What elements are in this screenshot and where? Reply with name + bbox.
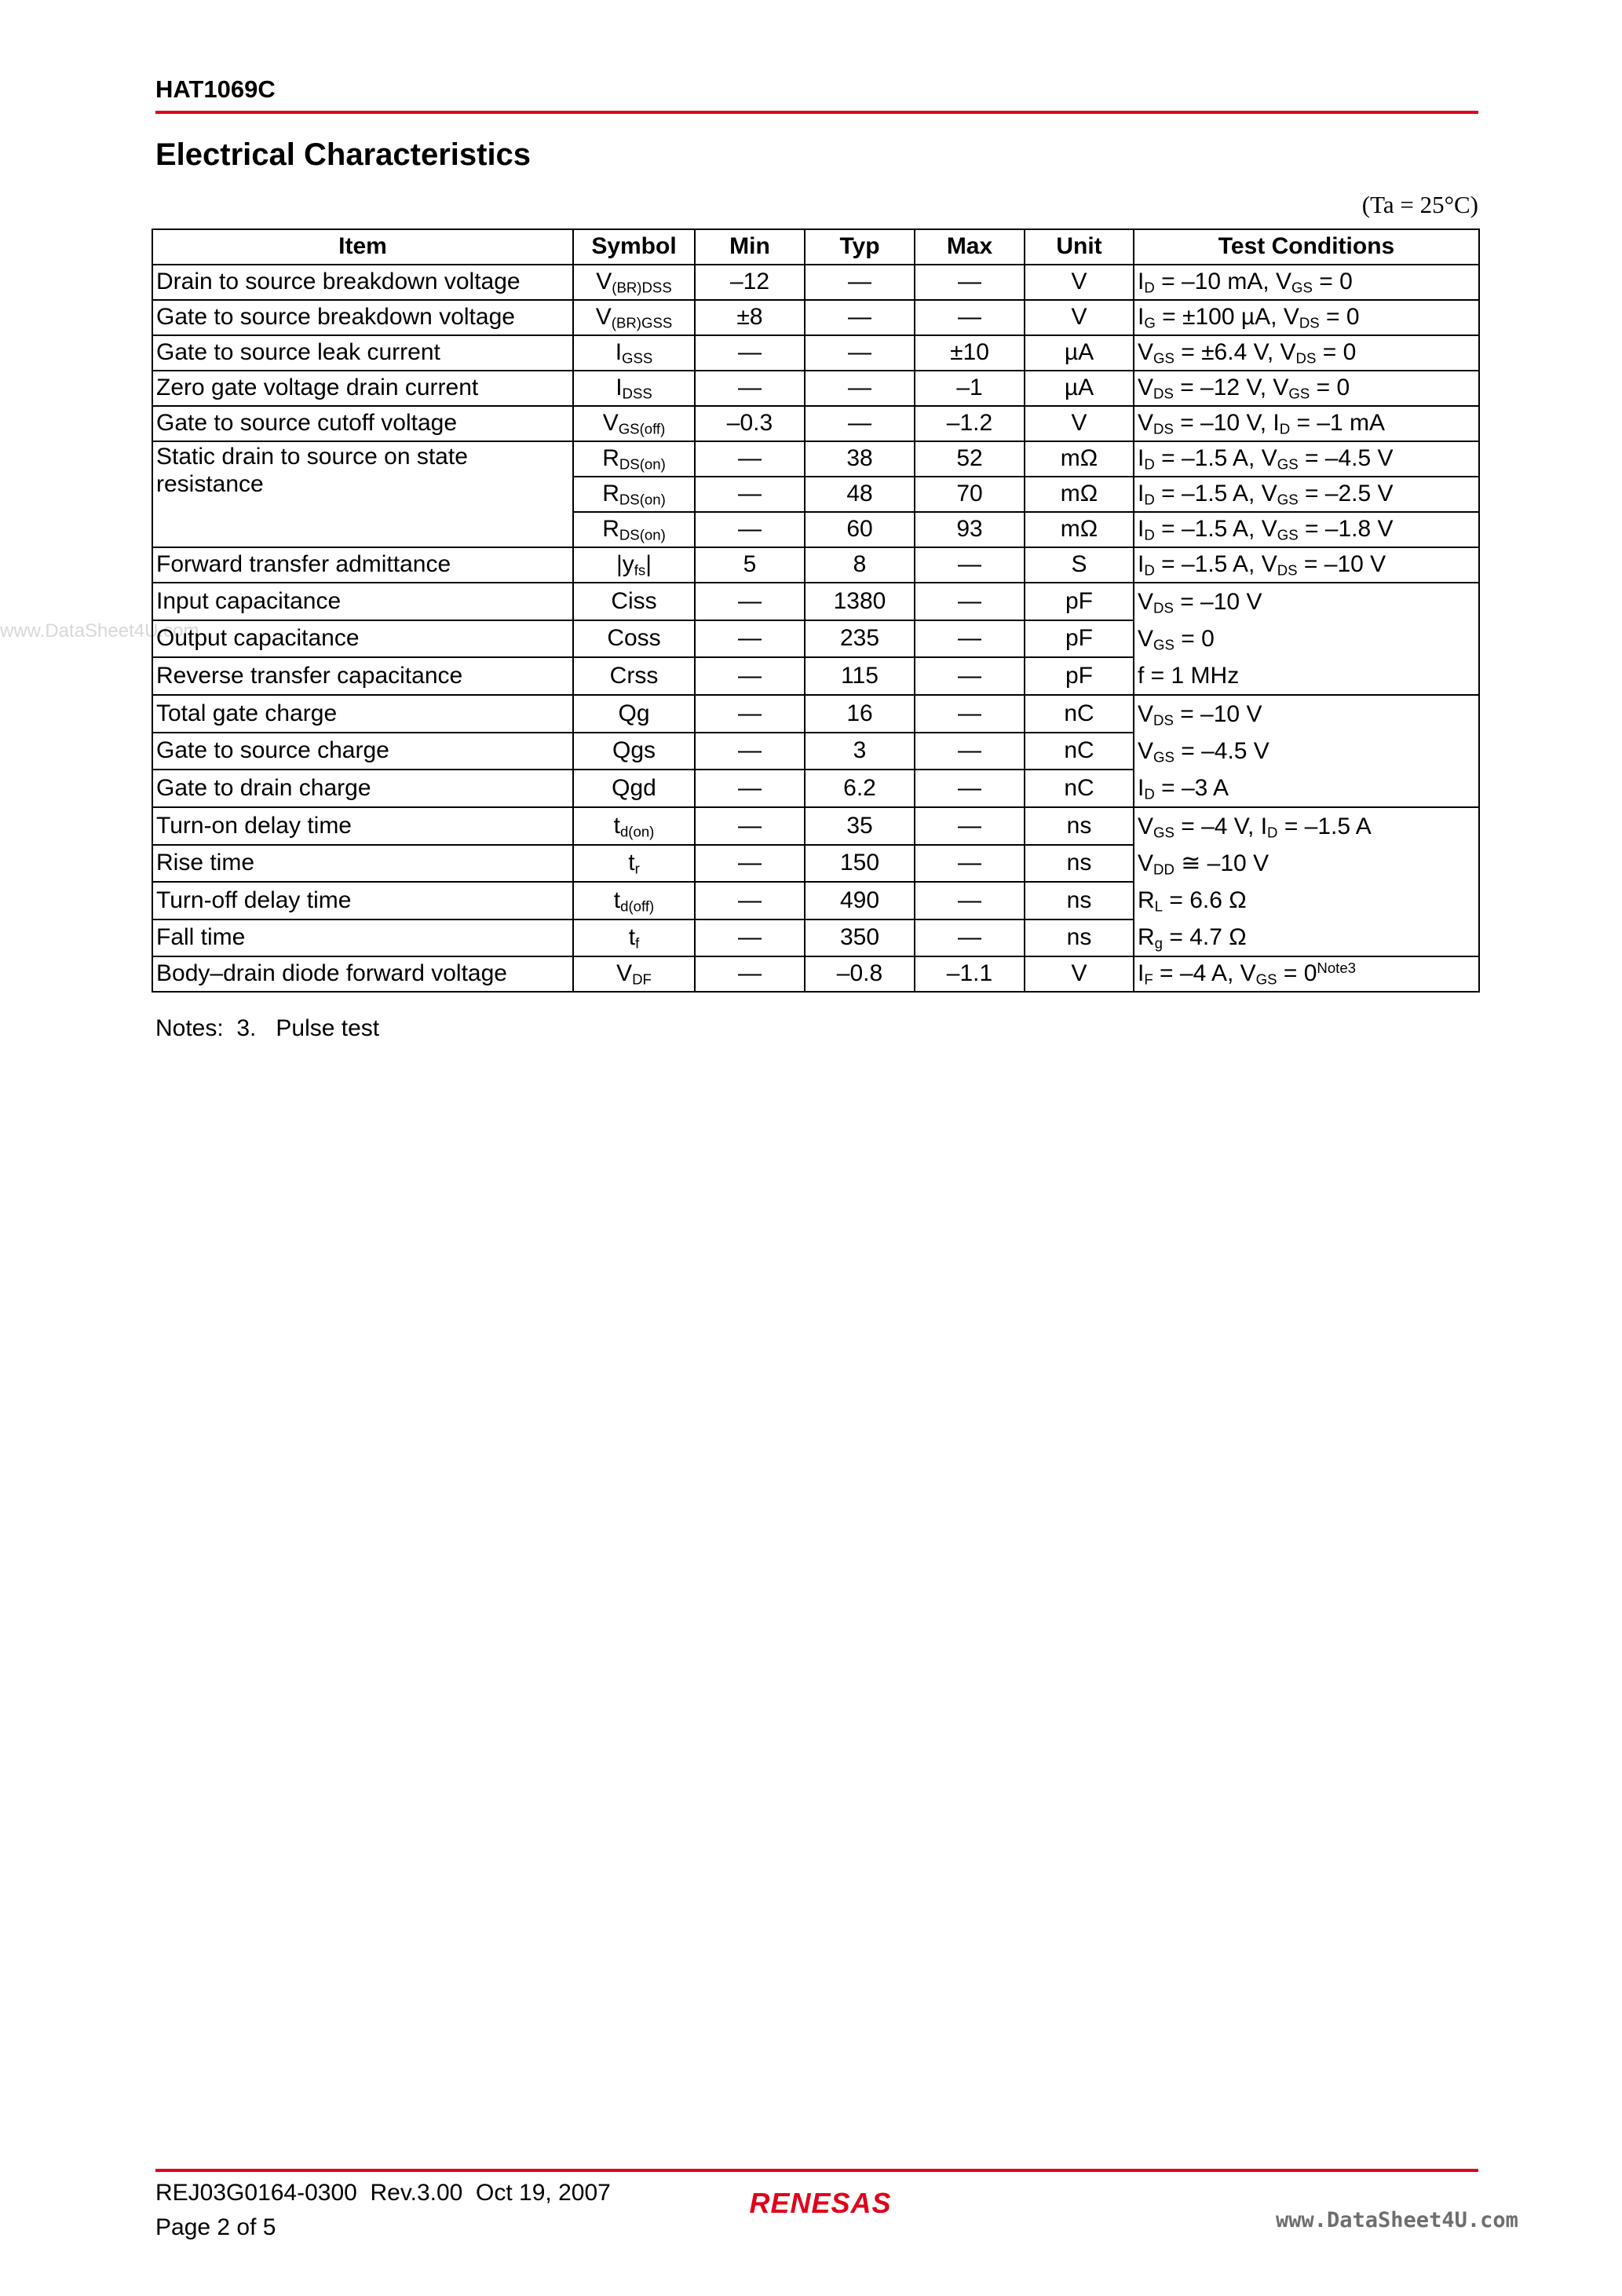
unit-cell: V <box>1025 406 1134 441</box>
item-cell: Output capacitance <box>152 620 573 658</box>
min-cell: — <box>695 845 805 883</box>
watermark-right: www.DataSheet4U.com <box>1276 2208 1518 2232</box>
unit-cell: V <box>1025 956 1134 992</box>
symbol-cell <box>573 512 695 547</box>
test-condition-cell <box>1134 512 1479 547</box>
condition-text: I <box>1138 269 1145 295</box>
symbol-main: Qgs <box>612 737 656 764</box>
typ-cell: 1380 <box>805 583 915 620</box>
condition-text: = –10 V, I <box>1173 410 1280 437</box>
condition-subscript: GS <box>1153 636 1174 653</box>
condition-subscript: D <box>1144 455 1155 473</box>
test-condition-cell <box>1134 695 1479 807</box>
condition-text: = –3 A <box>1154 775 1229 801</box>
symbol-cell <box>573 547 695 583</box>
symbol-cell <box>573 371 695 406</box>
symbol-main: | <box>645 551 652 578</box>
symbol-main: t <box>628 924 636 950</box>
condition-subscript: DS <box>1153 420 1174 437</box>
min-cell: — <box>695 770 805 807</box>
test-condition-cell <box>1134 335 1479 371</box>
min-cell: ±8 <box>695 300 805 335</box>
symbol-main: I <box>615 339 623 366</box>
symbol-subscript: (BR)GSS <box>611 314 673 331</box>
condition-text: = 4.7 Ω <box>1163 924 1247 950</box>
symbol-main: R <box>602 516 619 543</box>
condition-subscript: D <box>1144 491 1155 508</box>
test-condition-line <box>1134 808 1478 845</box>
condition-text: ≅ –10 V <box>1174 850 1269 876</box>
condition-text: = –4 V, I <box>1174 813 1268 839</box>
test-condition-cell <box>1134 265 1479 300</box>
symbol-main: Crss <box>609 662 659 689</box>
condition-subscript: G <box>1144 314 1156 331</box>
condition-text: I <box>1138 775 1145 801</box>
condition-subscript: DD <box>1153 861 1174 878</box>
condition-text: = ±100 µA, V <box>1155 304 1299 331</box>
max-cell: — <box>915 583 1025 620</box>
max-cell: 52 <box>915 441 1025 477</box>
condition-text: I <box>1138 304 1145 331</box>
condition-subscript: D <box>1144 561 1155 579</box>
condition-subscript: GS <box>1277 491 1299 508</box>
condition-subscript: GS <box>1153 824 1174 841</box>
table-row <box>152 583 1479 620</box>
min-cell: — <box>695 371 805 406</box>
condition-text: V <box>1138 410 1154 437</box>
typ-cell: 150 <box>805 845 915 883</box>
symbol-main: t <box>628 850 635 876</box>
footer-rule <box>155 2169 1478 2172</box>
item-cell: Fall time <box>152 919 573 957</box>
condition-text: = –1.8 V <box>1298 516 1394 543</box>
condition-subscript: D <box>1144 279 1155 296</box>
condition-text: = 0 <box>1316 339 1357 366</box>
table-row <box>152 406 1479 441</box>
renesas-logo-text: RENESAS <box>749 2187 892 2219</box>
min-cell: — <box>695 335 805 371</box>
symbol-cell <box>573 882 695 919</box>
max-cell: –1.1 <box>915 956 1025 992</box>
table-row <box>152 695 1479 733</box>
item-cell: Reverse transfer capacitance <box>152 657 573 695</box>
unit-cell: nC <box>1025 733 1134 770</box>
condition-note-superscript: Note3 <box>1317 960 1357 977</box>
typ-cell: 115 <box>805 657 915 695</box>
item-cell: Forward transfer admittance <box>152 547 573 583</box>
item-cell: Gate to source leak current <box>152 335 573 371</box>
condition-text: = –4 A, V <box>1153 960 1256 987</box>
max-cell: — <box>915 807 1025 845</box>
max-cell: –1.2 <box>915 406 1025 441</box>
symbol-cell <box>573 695 695 733</box>
min-cell: — <box>695 657 805 695</box>
min-cell: –12 <box>695 265 805 300</box>
symbol-cell <box>573 770 695 807</box>
unit-cell: nC <box>1025 695 1134 733</box>
condition-text: = –4.5 V <box>1174 738 1269 764</box>
column-header: Symbol <box>573 229 695 265</box>
item-cell: Turn-on delay time <box>152 807 573 845</box>
symbol-subscript: fs <box>634 561 646 579</box>
test-condition-cell <box>1134 441 1479 477</box>
condition-text: I <box>1138 960 1145 987</box>
min-cell: — <box>695 919 805 957</box>
header-rule <box>155 111 1478 114</box>
max-cell: — <box>915 919 1025 957</box>
unit-cell: pF <box>1025 620 1134 658</box>
unit-cell: mΩ <box>1025 477 1134 512</box>
symbol-cell <box>573 406 695 441</box>
symbol-main: V <box>602 410 619 437</box>
condition-subscript: F <box>1144 971 1153 988</box>
column-header: Max <box>915 229 1025 265</box>
condition-subscript: DS <box>1153 599 1174 616</box>
test-condition-cell <box>1134 547 1479 583</box>
symbol-cell <box>573 335 695 371</box>
symbol-subscript: GS(off) <box>618 420 666 437</box>
item-cell: Gate to source charge <box>152 733 573 770</box>
part-number-title: HAT1069C <box>155 75 276 103</box>
typ-cell: — <box>805 300 915 335</box>
symbol-main: Coss <box>607 625 661 652</box>
max-cell: — <box>915 770 1025 807</box>
symbol-subscript: GSS <box>622 349 653 367</box>
max-cell: 70 <box>915 477 1025 512</box>
condition-text: I <box>1138 551 1145 578</box>
electrical-characteristics-table <box>152 229 1480 993</box>
item-cell: Total gate charge <box>152 695 573 733</box>
symbol-main: Qg <box>618 700 650 726</box>
test-condition-cell <box>1134 477 1479 512</box>
condition-subscript: DS <box>1277 561 1298 579</box>
column-header: Typ <box>805 229 915 265</box>
min-cell: — <box>695 807 805 845</box>
condition-text: = 0 <box>1319 304 1360 331</box>
condition-text: V <box>1138 701 1154 727</box>
condition-text: V <box>1138 813 1154 839</box>
condition-text: f = 1 MHz <box>1138 663 1240 689</box>
symbol-subscript: r <box>634 860 640 877</box>
column-header: Unit <box>1025 229 1134 265</box>
condition-text: = –10 V <box>1173 701 1262 727</box>
symbol-main: t <box>613 887 621 913</box>
min-cell: — <box>695 956 805 992</box>
symbol-cell <box>573 733 695 770</box>
symbol-main: Qgd <box>612 774 656 801</box>
max-cell: — <box>915 265 1025 300</box>
unit-cell: ns <box>1025 807 1134 845</box>
symbol-subscript: DSS <box>622 385 652 402</box>
symbol-cell <box>573 807 695 845</box>
max-cell: ±10 <box>915 335 1025 371</box>
condition-text: = –2.5 V <box>1298 481 1394 507</box>
notes: Notes: 3. Pulse test <box>155 1015 380 1041</box>
item-cell: Gate to source breakdown voltage <box>152 300 573 335</box>
symbol-cell <box>573 620 695 658</box>
test-condition-cell <box>1134 371 1479 406</box>
max-cell: 93 <box>915 512 1025 547</box>
test-condition-line <box>1134 657 1478 694</box>
section-title: Electrical Characteristics <box>155 137 532 172</box>
condition-text: = –1 mA <box>1290 410 1386 437</box>
condition-text: = 0 <box>1312 269 1353 295</box>
item-cell: Gate to source cutoff voltage <box>152 406 573 441</box>
unit-cell: pF <box>1025 583 1134 620</box>
test-condition-line <box>1134 696 1478 733</box>
symbol-subscript: (BR)DSS <box>612 279 672 296</box>
min-cell: –0.3 <box>695 406 805 441</box>
condition-text: V <box>1138 339 1154 366</box>
max-cell: — <box>915 733 1025 770</box>
condition-subscript: GS <box>1277 526 1299 543</box>
symbol-main: I <box>616 375 623 401</box>
condition-subscript: GS <box>1291 279 1313 296</box>
min-cell: — <box>695 477 805 512</box>
symbol-main: V <box>596 269 612 295</box>
condition-text: I <box>1138 445 1145 472</box>
table-row <box>152 547 1479 583</box>
symbol-main: |y <box>616 551 634 578</box>
column-header: Test Conditions <box>1134 229 1479 265</box>
min-cell: 5 <box>695 547 805 583</box>
condition-text: = –10 mA, V <box>1154 269 1292 295</box>
min-cell: — <box>695 620 805 658</box>
condition-text: R <box>1138 924 1155 950</box>
min-cell: — <box>695 695 805 733</box>
condition-text: = –1.5 A, V <box>1154 445 1277 472</box>
condition-subscript: DS <box>1295 349 1317 367</box>
condition-text: V <box>1138 375 1154 401</box>
max-cell: — <box>915 547 1025 583</box>
max-cell: — <box>915 882 1025 919</box>
symbol-cell <box>573 583 695 620</box>
test-condition-cell <box>1134 406 1479 441</box>
typ-cell: — <box>805 335 915 371</box>
condition-subscript: DS <box>1299 314 1320 331</box>
max-cell: — <box>915 845 1025 883</box>
table-row <box>152 371 1479 406</box>
item-cell: Zero gate voltage drain current <box>152 371 573 406</box>
watermark-left: www.DataSheet4U.com <box>0 620 199 642</box>
symbol-main: R <box>602 481 619 507</box>
unit-cell: mΩ <box>1025 512 1134 547</box>
symbol-main: Ciss <box>611 587 657 614</box>
condition-subscript: GS <box>1277 455 1299 473</box>
max-cell: — <box>915 620 1025 658</box>
column-header: Min <box>695 229 805 265</box>
condition-text: = 0 <box>1277 960 1317 987</box>
unit-cell: ns <box>1025 845 1134 883</box>
table-row <box>152 807 1479 845</box>
condition-text: = 6.6 Ω <box>1163 887 1247 913</box>
condition-subscript: GS <box>1288 385 1310 402</box>
condition-subscript: D <box>1144 526 1155 543</box>
symbol-subscript: d(off) <box>620 898 655 915</box>
condition-subscript: GS <box>1153 748 1174 766</box>
typ-cell: 8 <box>805 547 915 583</box>
condition-text: R <box>1138 887 1155 913</box>
condition-subscript: GS <box>1255 971 1277 988</box>
symbol-subscript: DF <box>632 971 652 988</box>
item-cell: Turn-off delay time <box>152 882 573 919</box>
typ-cell: 16 <box>805 695 915 733</box>
symbol-main: V <box>595 304 612 331</box>
condition-text: V <box>1138 850 1154 876</box>
table-row <box>152 956 1479 992</box>
test-condition-line <box>1134 583 1478 620</box>
condition-subscript: D <box>1279 420 1291 437</box>
condition-text: = 0 <box>1310 375 1350 401</box>
symbol-cell <box>573 477 695 512</box>
test-condition-line <box>1134 919 1478 956</box>
unit-cell: µA <box>1025 335 1134 371</box>
symbol-cell <box>573 956 695 992</box>
condition-text: V <box>1138 589 1154 615</box>
condition-text: I <box>1138 481 1145 507</box>
symbol-subscript: DS(on) <box>619 491 666 508</box>
test-condition-line <box>1134 770 1478 806</box>
item-cell: Gate to drain charge <box>152 770 573 807</box>
item-cell: Static drain to source on state resistance <box>152 441 573 547</box>
condition-text: = ±6.4 V, V <box>1174 339 1296 366</box>
unit-cell: V <box>1025 300 1134 335</box>
condition-text: = –10 V <box>1173 589 1262 615</box>
table-row <box>152 300 1479 335</box>
condition-text: = –12 V, V <box>1173 375 1289 401</box>
test-condition-line <box>1134 845 1478 882</box>
test-condition-cell <box>1134 807 1479 956</box>
condition-text: = –4.5 V <box>1298 445 1394 472</box>
symbol-subscript: DS(on) <box>619 526 666 543</box>
item-cell: Input capacitance <box>152 583 573 620</box>
footer-page-number: Page 2 of 5 <box>155 2214 276 2240</box>
unit-cell: pF <box>1025 657 1134 695</box>
symbol-cell <box>573 265 695 300</box>
typ-cell: 48 <box>805 477 915 512</box>
typ-cell: — <box>805 406 915 441</box>
typ-cell: 490 <box>805 882 915 919</box>
test-condition-cell <box>1134 956 1479 992</box>
unit-cell: ns <box>1025 919 1134 957</box>
temperature-condition-note: (Ta = 25°C) <box>1361 191 1478 218</box>
condition-subscript: D <box>1267 824 1278 841</box>
typ-cell: 35 <box>805 807 915 845</box>
condition-text: = –1.5 A, V <box>1154 551 1277 578</box>
table-row <box>152 265 1479 300</box>
condition-text: = –1.5 A, V <box>1154 516 1277 543</box>
unit-cell: S <box>1025 547 1134 583</box>
symbol-main: R <box>602 445 619 472</box>
item-cell: Body–drain diode forward voltage <box>152 956 573 992</box>
typ-cell: — <box>805 265 915 300</box>
condition-subscript: DS <box>1153 385 1174 402</box>
typ-cell: 350 <box>805 919 915 957</box>
symbol-subscript: d(on) <box>619 823 655 840</box>
condition-text: = –1.5 A <box>1277 813 1372 839</box>
test-condition-line <box>1134 733 1478 770</box>
condition-text: I <box>1138 516 1145 543</box>
condition-subscript: GS <box>1153 349 1174 367</box>
table-header-row <box>152 229 1479 265</box>
max-cell: — <box>915 657 1025 695</box>
condition-text: = –10 V <box>1297 551 1386 578</box>
symbol-subscript: f <box>635 934 640 952</box>
min-cell: — <box>695 441 805 477</box>
symbol-cell <box>573 441 695 477</box>
test-condition-line <box>1134 882 1478 919</box>
unit-cell: mΩ <box>1025 441 1134 477</box>
table-row <box>152 441 1479 477</box>
condition-subscript: L <box>1154 898 1164 915</box>
test-condition-cell <box>1134 583 1479 695</box>
unit-cell: µA <box>1025 371 1134 406</box>
typ-cell: 60 <box>805 512 915 547</box>
item-cell: Rise time <box>152 845 573 883</box>
symbol-cell <box>573 657 695 695</box>
symbol-cell <box>573 845 695 883</box>
symbol-subscript: DS(on) <box>619 455 666 473</box>
min-cell: — <box>695 512 805 547</box>
typ-cell: 3 <box>805 733 915 770</box>
footer-document-info: REJ03G0164-0300 Rev.3.00 Oct 19, 2007 <box>155 2180 611 2206</box>
condition-text: = –1.5 A, V <box>1154 481 1277 507</box>
max-cell: –1 <box>915 371 1025 406</box>
unit-cell: ns <box>1025 882 1134 919</box>
renesas-logo <box>718 2183 922 2221</box>
condition-subscript: g <box>1154 934 1164 952</box>
symbol-main: V <box>616 960 633 987</box>
item-cell: Drain to source breakdown voltage <box>152 265 573 300</box>
unit-cell: nC <box>1025 770 1134 807</box>
typ-cell: 235 <box>805 620 915 658</box>
min-cell: — <box>695 733 805 770</box>
typ-cell: 6.2 <box>805 770 915 807</box>
condition-text: V <box>1138 626 1154 652</box>
min-cell: — <box>695 583 805 620</box>
condition-subscript: DS <box>1153 711 1174 729</box>
typ-cell: –0.8 <box>805 956 915 992</box>
unit-cell: V <box>1025 265 1134 300</box>
symbol-cell <box>573 919 695 957</box>
condition-text: V <box>1138 738 1154 764</box>
max-cell: — <box>915 300 1025 335</box>
symbol-cell <box>573 300 695 335</box>
condition-text: = 0 <box>1174 626 1215 652</box>
condition-subscript: D <box>1144 785 1155 803</box>
test-condition-cell <box>1134 300 1479 335</box>
max-cell: — <box>915 695 1025 733</box>
column-header: Item <box>152 229 573 265</box>
typ-cell: — <box>805 371 915 406</box>
typ-cell: 38 <box>805 441 915 477</box>
test-condition-line <box>1134 620 1478 657</box>
table-row <box>152 335 1479 371</box>
symbol-main: t <box>613 812 620 839</box>
min-cell: — <box>695 882 805 919</box>
